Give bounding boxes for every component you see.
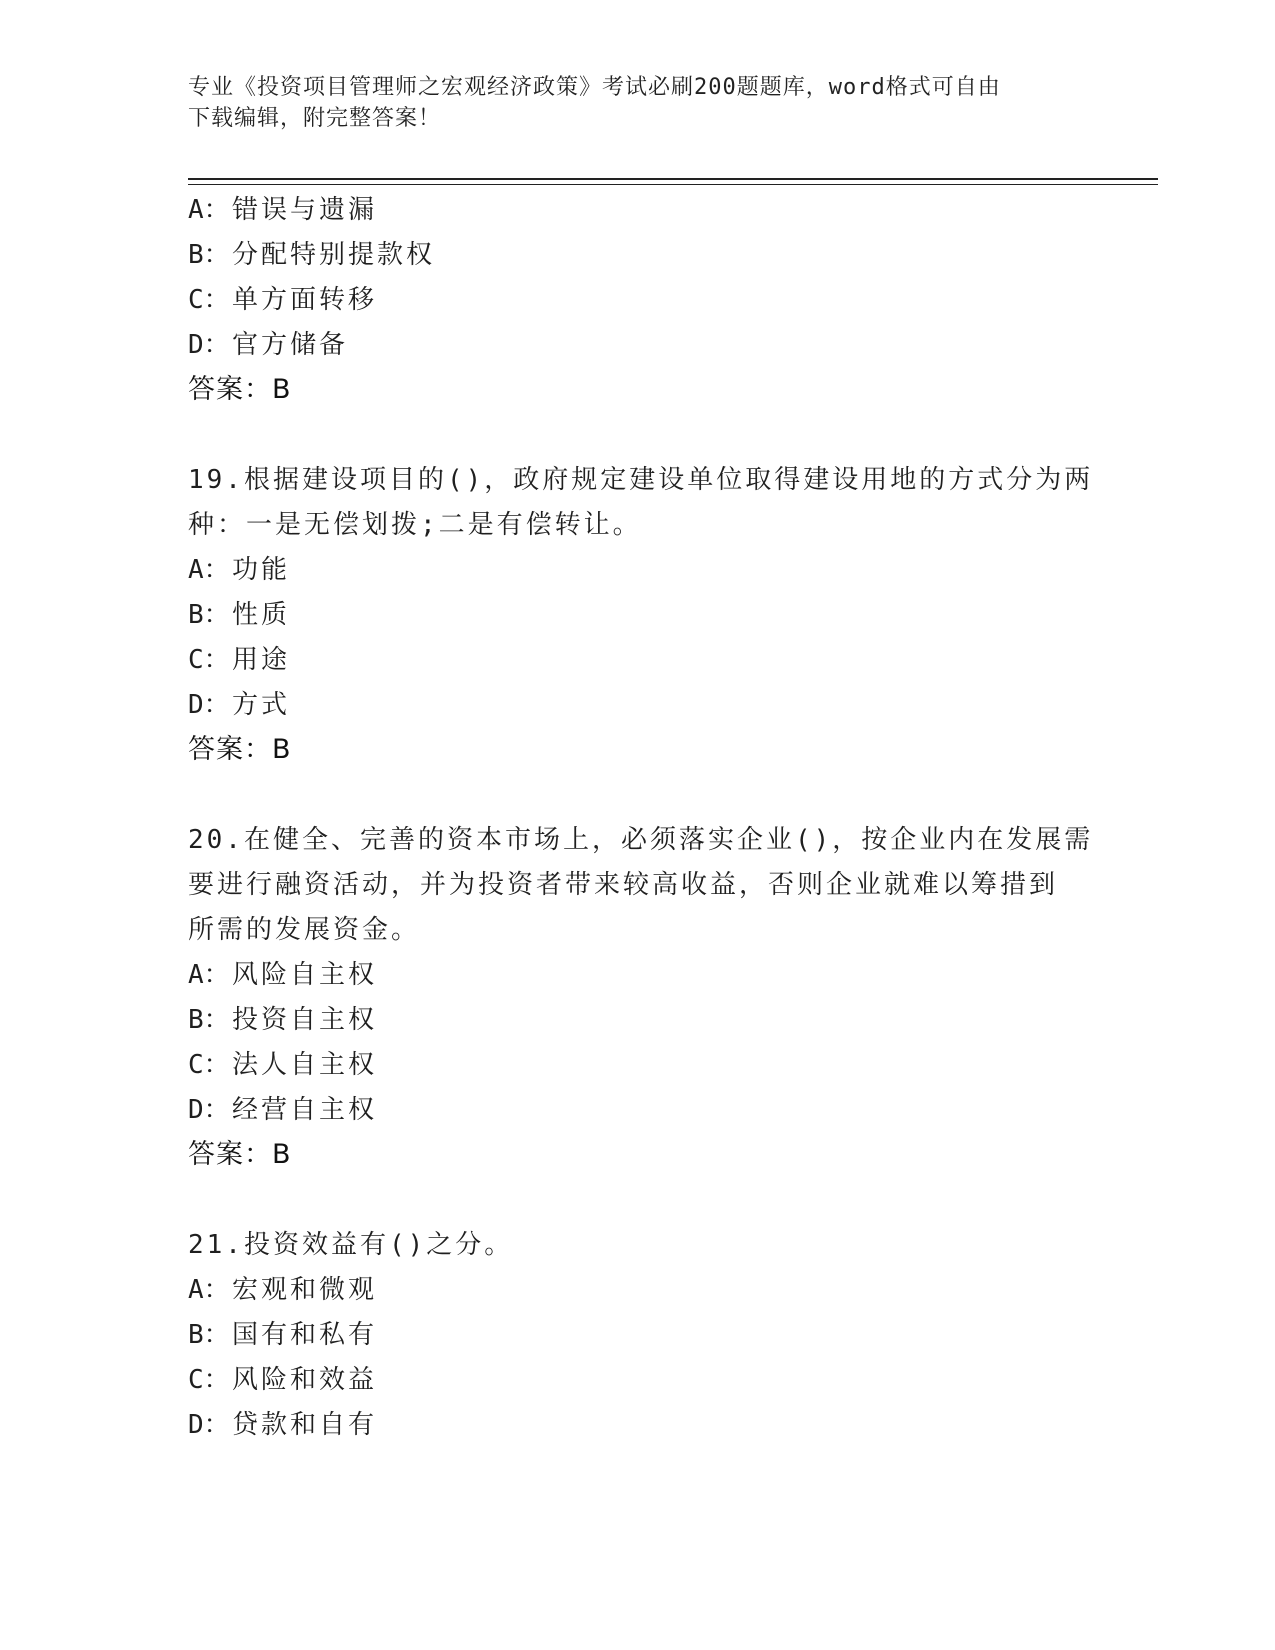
- q21-option-d: D：贷款和自有: [188, 1410, 378, 1440]
- q20-option-c: C：法人自主权: [188, 1050, 378, 1080]
- q21-option-c: C：风险和效益: [188, 1365, 378, 1395]
- header-rule-thick: [188, 178, 1158, 180]
- q18-option-b: B：分配特别提款权: [188, 240, 436, 270]
- q19-stem-line-2: 种：一是无偿划拨;二是有偿转让。: [188, 510, 642, 540]
- header-line-1: 专业《投资项目管理师之宏观经济政策》考试必刷200题题库，word格式可自由: [188, 75, 1001, 100]
- q20-stem-line-2: 要进行融资活动，并为投资者带来较高收益，否则企业就难以筹措到: [188, 870, 1059, 900]
- q21-option-b: B：国有和私有: [188, 1320, 378, 1350]
- q19-stem-line-1: 19.根据建设项目的()，政府规定建设单位取得建设用地的方式分为两: [188, 465, 1094, 495]
- q20-option-d: D：经营自主权: [188, 1095, 378, 1125]
- q19-option-a: A：功能: [188, 555, 291, 585]
- q21-option-a: A：宏观和微观: [188, 1275, 378, 1305]
- q18-option-d: D：官方储备: [188, 330, 349, 360]
- header-line-2: 下载编辑，附完整答案！: [188, 106, 442, 131]
- q20-stem-line-1: 20.在健全、完善的资本市场上，必须落实企业()，按企业内在发展需: [188, 825, 1094, 855]
- q19-answer: 答案：B: [188, 734, 292, 765]
- q20-option-b: B：投资自主权: [188, 1005, 378, 1035]
- q19-option-d: D：方式: [188, 690, 291, 720]
- header-rule-thin: [188, 184, 1158, 185]
- q18-answer: 答案：B: [188, 374, 292, 405]
- q20-option-a: A：风险自主权: [188, 960, 378, 990]
- q19-option-b: B：性质: [188, 600, 291, 630]
- q20-stem-line-3: 所需的发展资金。: [188, 915, 421, 945]
- document-header: [188, 72, 1068, 134]
- q19-option-c: C：用途: [188, 645, 291, 675]
- q18-option-a: A：错误与遗漏: [188, 195, 378, 225]
- q21-stem-line-1: 21.投资效益有()之分。: [188, 1230, 514, 1260]
- q18-option-c: C：单方面转移: [188, 285, 378, 315]
- q20-answer: 答案：B: [188, 1139, 292, 1170]
